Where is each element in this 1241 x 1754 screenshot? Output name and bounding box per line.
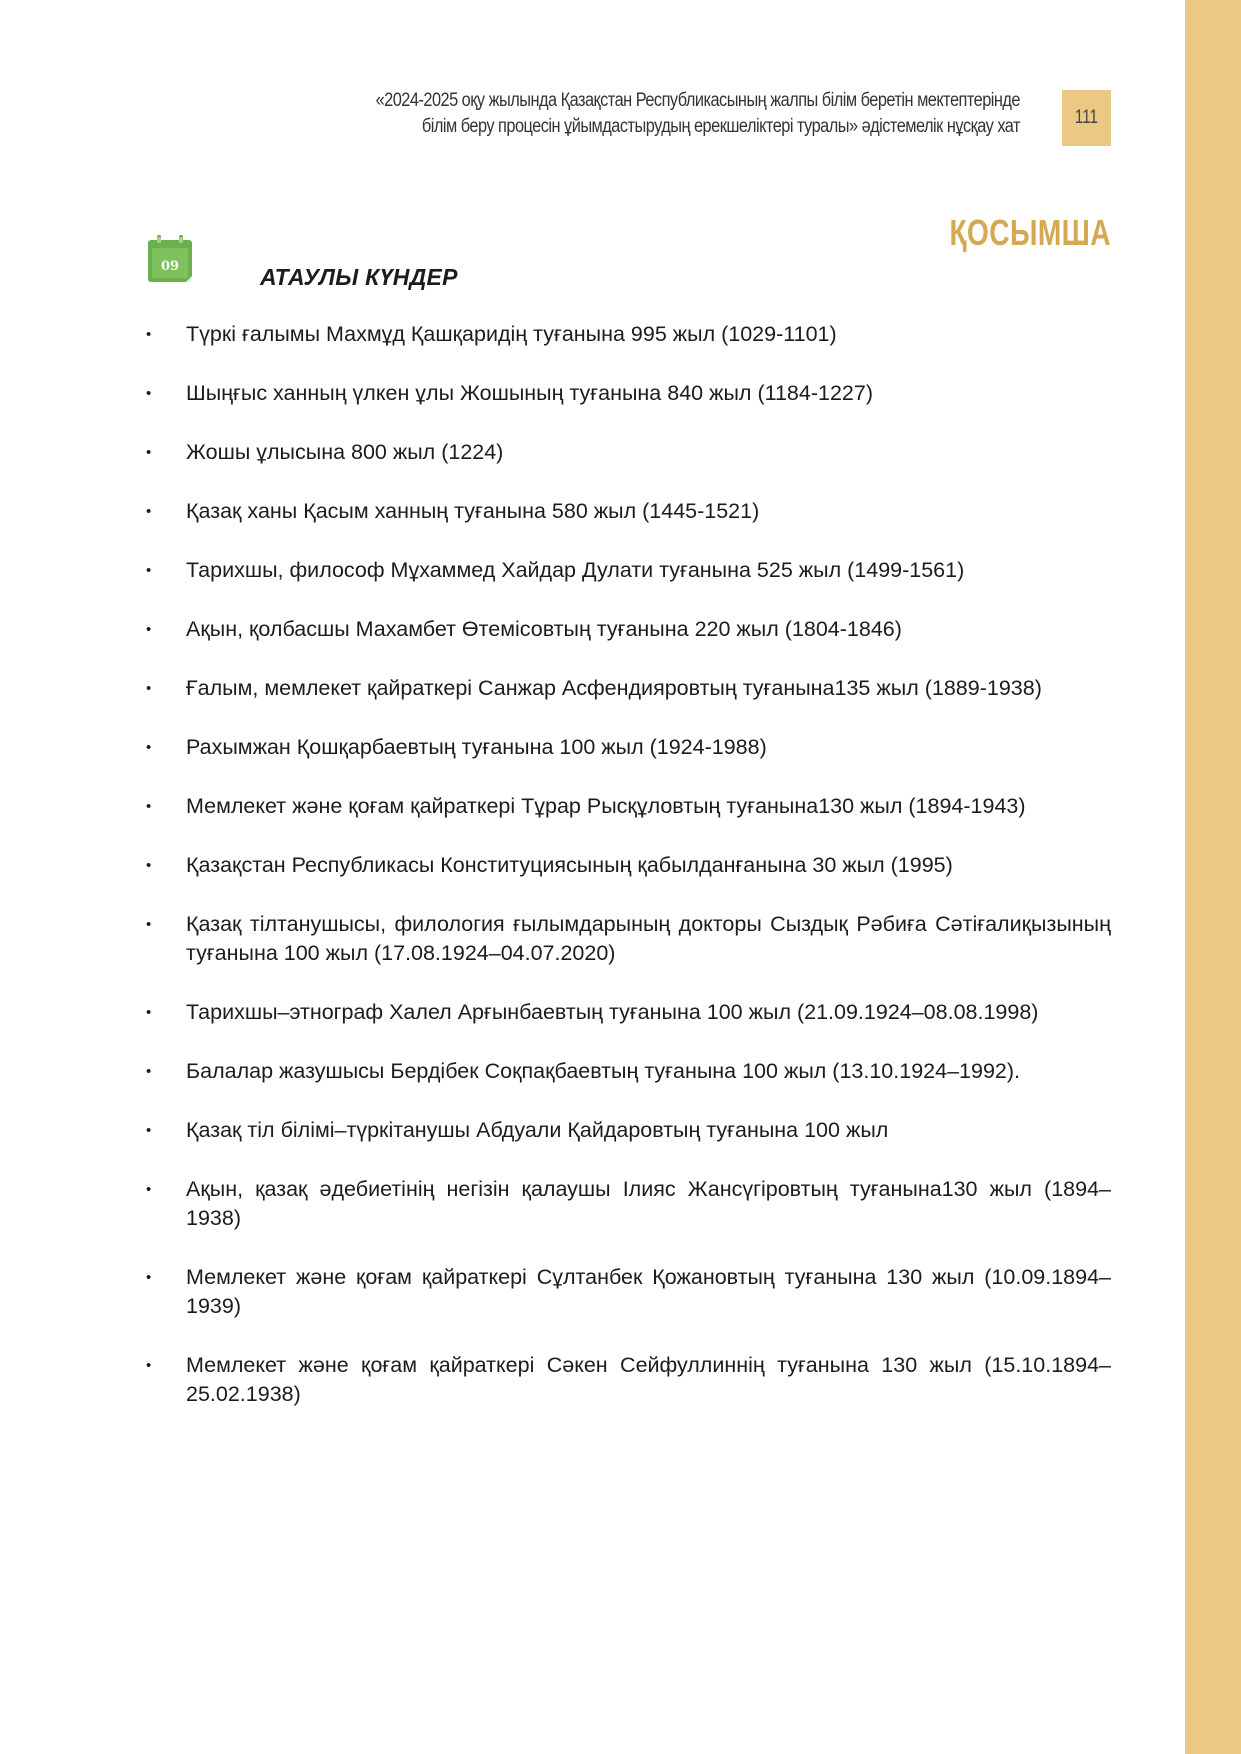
bullet-icon: • (146, 385, 152, 402)
list-item (146, 1351, 1111, 1409)
anniversary-list (146, 320, 1111, 1439)
list-item-text: Ақын, қазақ әдебиетінің негізін қалаушы Ілияс Жансүгіровтың туғанына130 жыл (1894–1938) (186, 1177, 1111, 1230)
list-item (146, 615, 1111, 644)
list-item-text: Ақын, қолбасшы Махамбет Өтемісовтың туғанына 220 жыл (1804-1846) (186, 617, 902, 641)
list-item-text: Мемлекет және қоғам қайраткері Сұлтанбек Қожановтың туғанына 130 жыл (10.09.1894–1939) (186, 1265, 1111, 1318)
bullet-icon: • (146, 326, 152, 343)
bullet-icon: • (146, 1269, 152, 1286)
list-item (146, 438, 1111, 467)
list-item-text: Мемлекет және қоғам қайраткері Сәкен Сейфуллиннің туғанына 130 жыл (15.10.1894–25.02.1938) (186, 1353, 1111, 1406)
bullet-icon: • (146, 916, 152, 933)
list-item-text: Рахымжан Қошқарбаевтың туғанына 100 жыл (1924-1988) (186, 735, 767, 759)
list-item (146, 792, 1111, 821)
calendar-icon (146, 234, 196, 286)
bullet-icon: • (146, 444, 152, 461)
list-item-text: Балалар жазушысы Бердібек Соқпақбаевтың туғанына 100 жыл (13.10.1924–1992). (186, 1059, 1020, 1083)
header-line-1: «2024-2025 оқу жылында Қазақстан Республикасының жалпы білім беретін мектептерінде (375, 90, 1021, 111)
list-item (146, 851, 1111, 880)
list-item-text: Қазақ тіл білімі–түркітанушы Абдуали Қайдаровтың туғанына 100 жыл (186, 1118, 889, 1142)
list-item (146, 733, 1111, 762)
list-item (146, 556, 1111, 585)
list-item (146, 998, 1111, 1027)
bullet-icon: • (146, 621, 152, 638)
bullet-icon: • (146, 1181, 152, 1198)
page-number-box (1062, 90, 1111, 146)
bullet-icon: • (146, 857, 152, 874)
calendar-icon-label: 09 (160, 259, 180, 274)
list-item (146, 910, 1111, 968)
bullet-icon: • (146, 1004, 152, 1021)
bullet-icon: • (146, 680, 152, 697)
side-decor-stripe (1185, 0, 1241, 1754)
appendix-title: ҚОСЫМША (949, 212, 1111, 253)
list-item-text: Тарихшы, философ Мұхаммед Хайдар Дулати туғанына 525 жыл (1499-1561) (186, 558, 965, 582)
bullet-icon: • (146, 562, 152, 579)
list-item-text: Шыңғыс ханның үлкен ұлы Жошының туғанына 840 жыл (1184-1227) (186, 381, 873, 405)
list-item (146, 1057, 1111, 1086)
document-header (366, 88, 1020, 140)
list-item (146, 1116, 1111, 1145)
list-item-text: Ғалым, мемлекет қайраткері Санжар Асфендияровтың туғанына135 жыл (1889-1938) (186, 676, 1042, 700)
page-number: 111 (1074, 107, 1099, 128)
bullet-icon: • (146, 503, 152, 520)
list-item-text: Түркі ғалымы Махмұд Қашқаридің туғанына 995 жыл (1029-1101) (186, 322, 837, 346)
list-item (146, 674, 1111, 703)
bullet-icon: • (146, 739, 152, 756)
list-item-text: Қазақ ханы Қасым ханның туғанына 580 жыл (1445-1521) (186, 499, 760, 523)
list-item-text: Мемлекет және қоғам қайраткері Тұрар Рысқұловтың туғанына130 жыл (1894-1943) (186, 794, 1026, 818)
list-item (146, 379, 1111, 408)
list-item-text: Қазақстан Республикасы Конституциясының қабылданғанына 30 жыл (1995) (186, 853, 953, 877)
list-item-text: Қазақ тілтанушысы, филология ғылымдарының докторы Сыздық Рәбиға Сәтіғалиқызының туғанына 100 жыл (17.08.1924–04.07.2020) (186, 912, 1111, 965)
list-item (146, 1175, 1111, 1233)
list-item (146, 1263, 1111, 1321)
section-title: АТАУЛЫ КҮНДЕР (260, 264, 458, 290)
bullet-icon: • (146, 1357, 152, 1374)
bullet-icon: • (146, 1063, 152, 1080)
list-item-text: Тарихшы–этнограф Халел Арғынбаевтың туғанына 100 жыл (21.09.1924–08.08.1998) (186, 1000, 1039, 1024)
header-line-2: білім беру процесін ұйымдастырудың ерекшеліктері туралы» әдістемелік нұсқау хат (421, 116, 1020, 137)
list-item (146, 320, 1111, 349)
bullet-icon: • (146, 1122, 152, 1139)
list-item (146, 497, 1111, 526)
list-item-text: Жошы ұлысына 800 жыл (1224) (186, 440, 504, 464)
bullet-icon: • (146, 798, 152, 815)
